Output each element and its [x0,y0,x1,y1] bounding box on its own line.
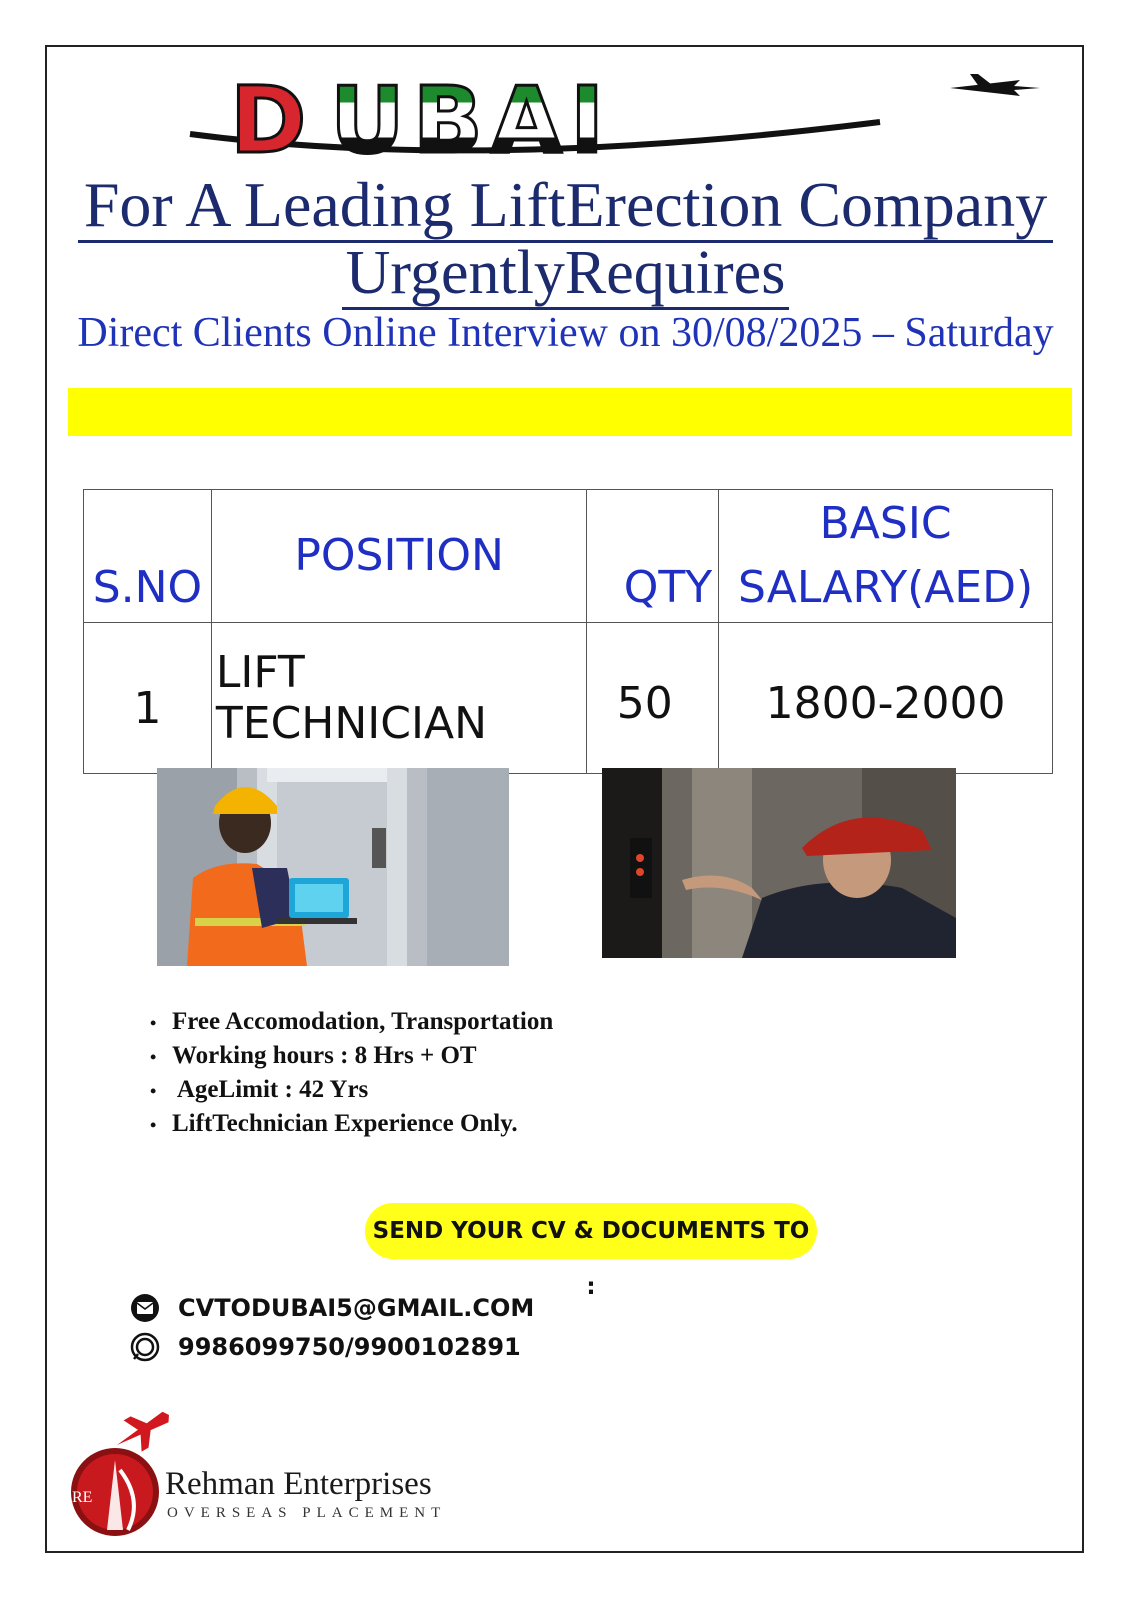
interview-date: Direct Clients Online Interview on 30/08/2025 – Saturday [77,310,1054,356]
company-name: Rehman Enterprises [165,1466,432,1502]
logo-initials: RE [72,1489,93,1506]
header-position: POSITION [211,490,586,623]
header-qty: QTY [587,490,719,623]
table-row [84,623,1053,774]
headline-requires: UrgentlyRequires [0,238,1131,308]
header-salary [719,490,1053,623]
send-cv-banner: SEND YOUR CV & DOCUMENTS TO : [365,1203,817,1259]
jobs-table [83,489,1053,774]
cell-position: LIFT TECHNICIAN [211,623,586,774]
airplane-icon [950,74,1040,96]
contact-phone[interactable]: 9986099750/9900102891 [178,1333,521,1361]
header-salary-line1: BASIC [819,498,952,549]
header-sno: S.NO [84,490,212,623]
list-item: • Free Accomodation, Transportation [150,1008,554,1035]
headline-company: For A Leading LiftErection Company [0,170,1131,240]
highlight-band [68,388,1072,436]
cell-sno: 1 [84,623,212,774]
contact-email-row [130,1293,534,1323]
contact-phone-row [130,1332,521,1362]
phone-icon [130,1332,160,1362]
list-item: • Working hours : 8 Hrs + OT [150,1042,477,1069]
list-item: • LiftTechnician Experience Only. [150,1110,518,1137]
benefits-list [150,1005,553,1141]
cell-qty: 50 [587,623,719,774]
list-item: • AgeLimit : 42 Yrs [150,1076,369,1103]
technician-laptop-image [157,768,509,966]
header-salary-line2: SALARY(AED) [737,562,1034,613]
contact-email[interactable]: CVTODUBAI5@GMAIL.COM [178,1294,535,1322]
dubai-logo [180,62,1060,172]
cell-salary: 1800-2000 [719,623,1053,774]
logo-letters-rest: UBAI [330,67,613,172]
technician-control-panel-image [602,768,956,958]
table-header-row [84,490,1053,623]
logo-letter-d: D [230,67,315,172]
company-tagline: OVERSEAS PLACEMENT [167,1505,447,1521]
email-icon [130,1293,160,1323]
